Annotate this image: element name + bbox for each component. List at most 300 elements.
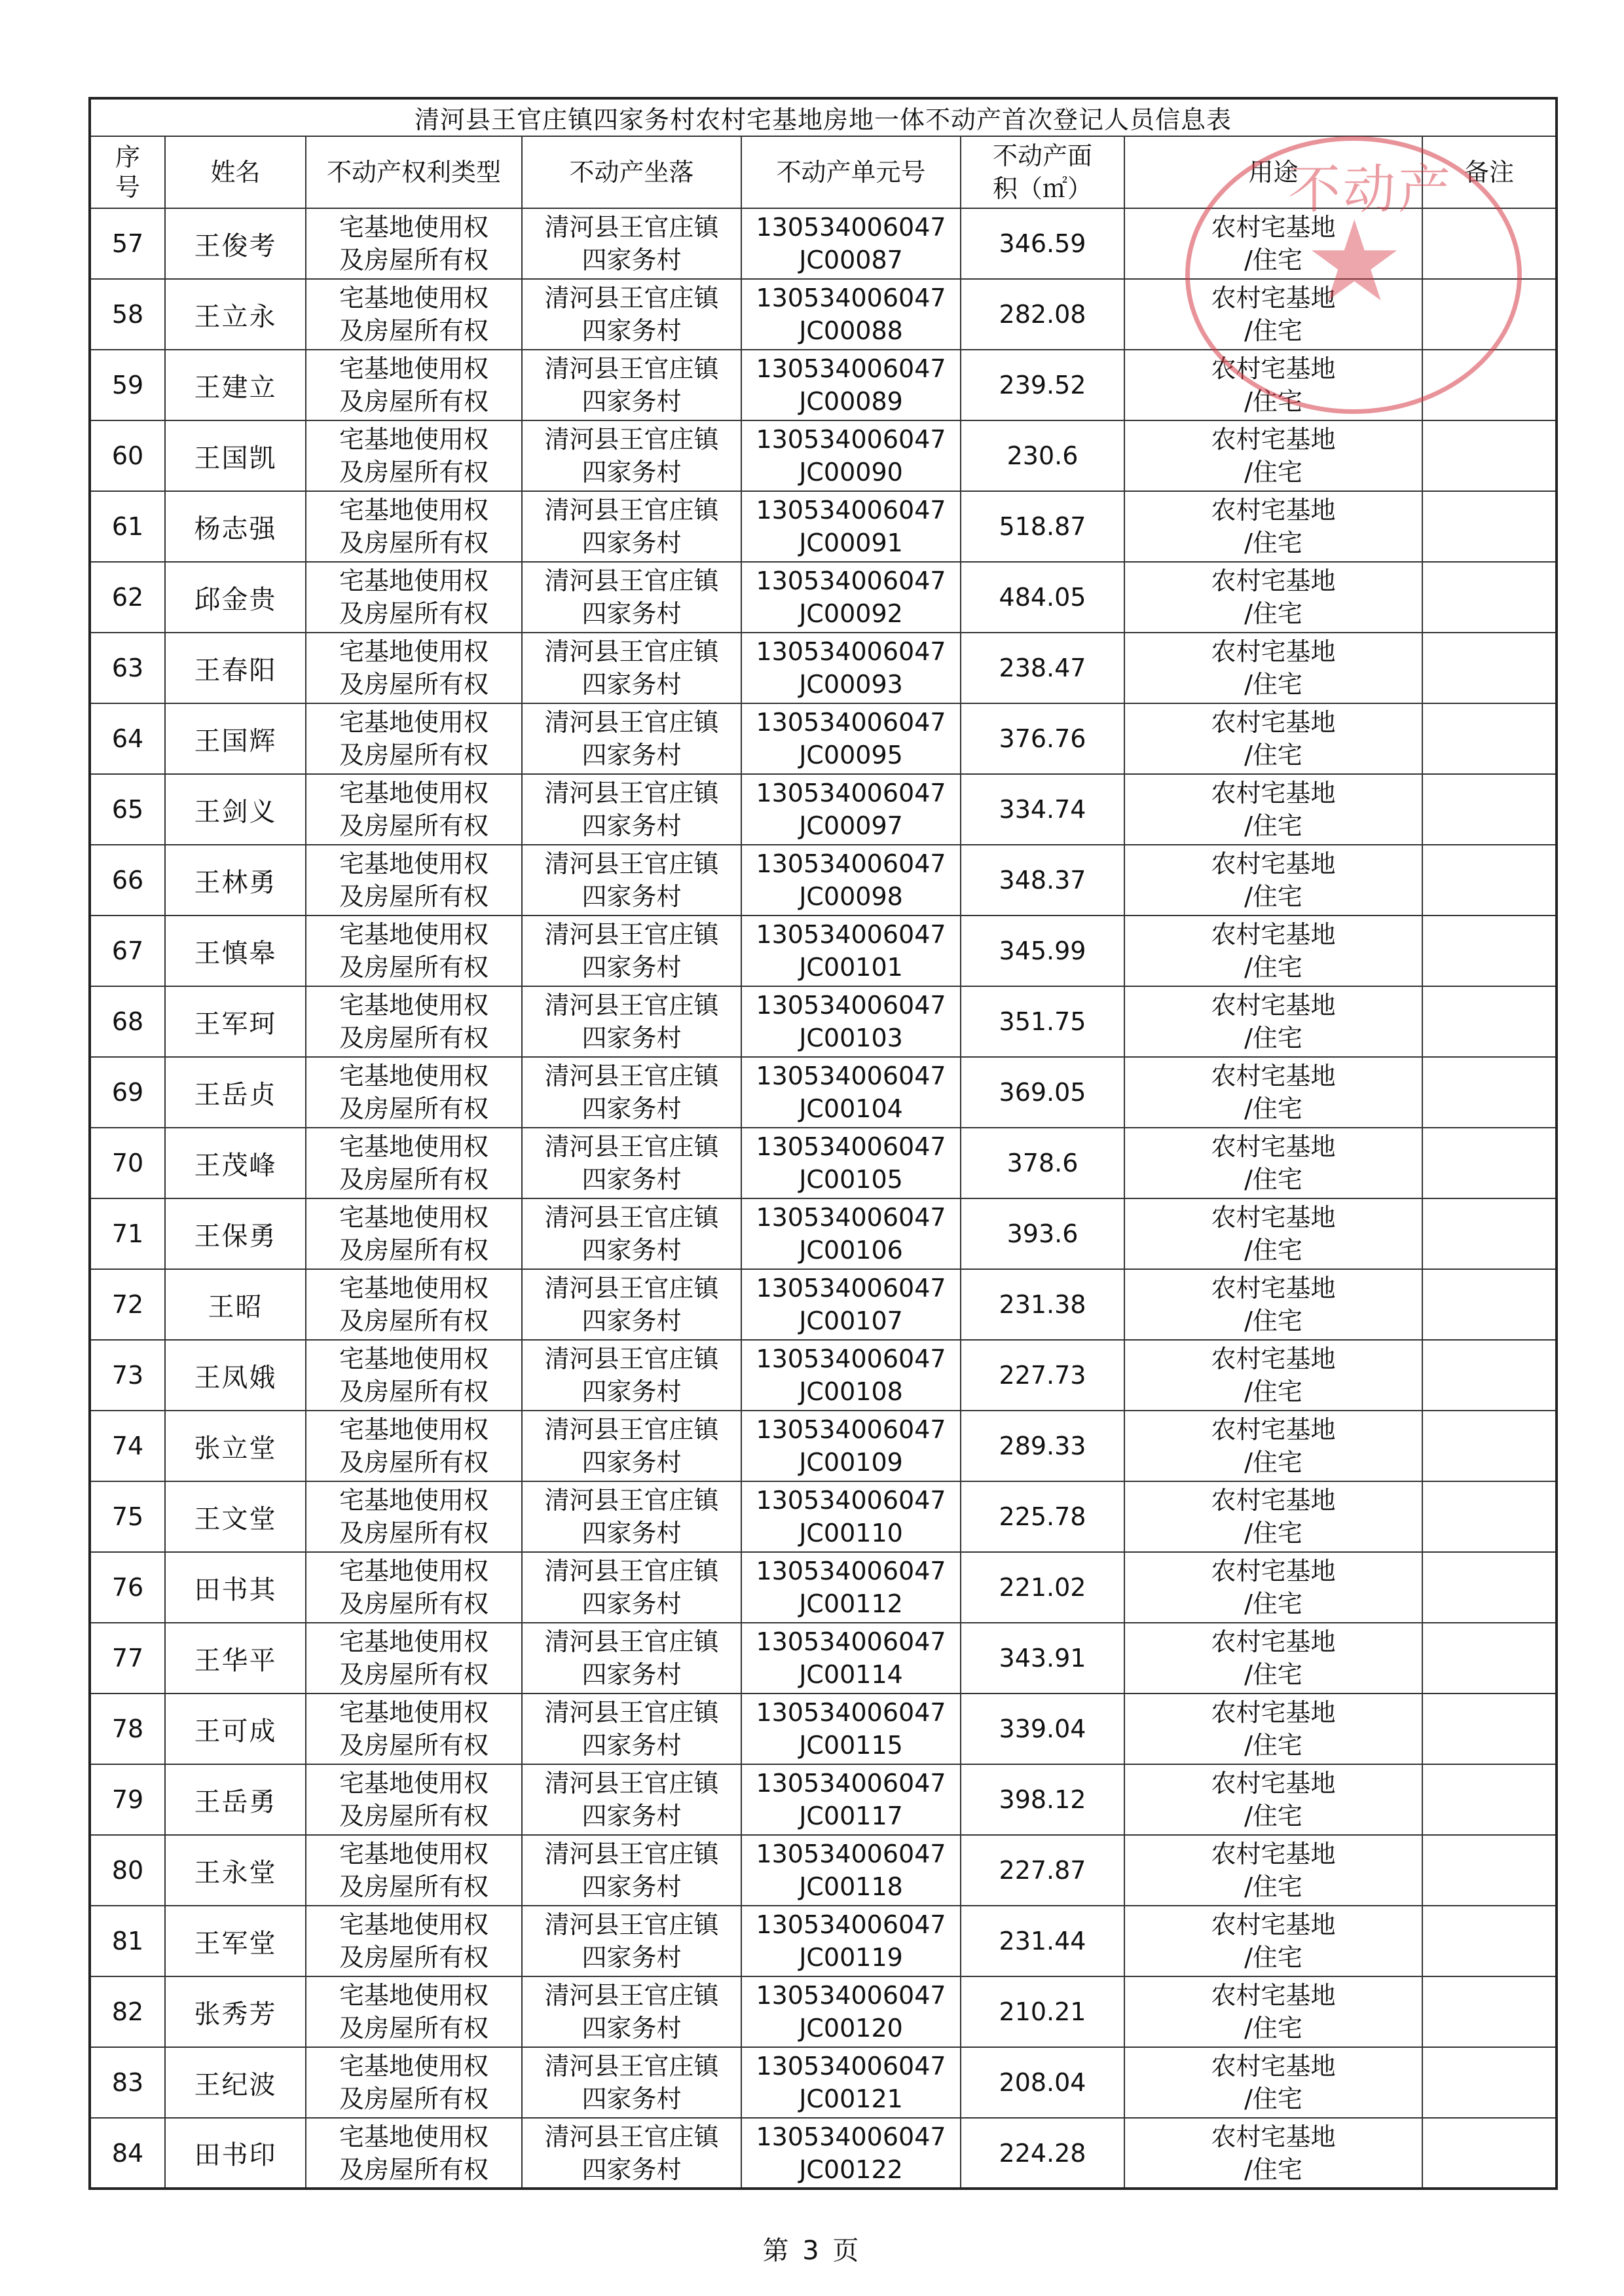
row-seq [90, 1764, 165, 1835]
row-seq-line: 81 [111, 1927, 144, 1955]
row-seq [90, 2118, 165, 2189]
row-unit-no [741, 916, 961, 986]
row-unit-no-line: 130534006047 [756, 2052, 946, 2081]
row-location-line: 清河县王官庄镇 [544, 779, 719, 807]
row-area [961, 986, 1124, 1057]
row-location-line: 四家务村 [581, 1306, 682, 1335]
row-unit-no-line: 130534006047 [756, 1486, 946, 1515]
row-name [165, 1835, 306, 1906]
row-unit-no-line: JC00114 [799, 1660, 903, 1689]
row-unit-no-line: JC00119 [799, 1943, 903, 1972]
row-area-line: 227.87 [999, 1856, 1086, 1885]
row-unit-no [741, 1340, 961, 1411]
registration-table [88, 97, 1558, 2190]
seal-text: 不动产 [1288, 159, 1453, 220]
row-location-line: 四家务村 [581, 1802, 682, 1830]
row-right-type [306, 1552, 522, 1623]
header-usage: 用途 [1124, 136, 1422, 208]
row-area-line: 378.6 [1006, 1149, 1079, 1177]
row-usage-line: 农村宅基地 [1211, 849, 1336, 878]
row-unit-no [741, 350, 961, 420]
row-unit-no-line: 130534006047 [756, 566, 946, 595]
row-seq-line: 64 [111, 724, 144, 753]
table-row [90, 562, 1557, 633]
row-unit-no [741, 1623, 961, 1694]
row-remark [1422, 1906, 1557, 1976]
row-unit-no-line: JC00095 [799, 741, 903, 769]
row-unit-no-line: JC00092 [799, 599, 903, 628]
table-row [90, 1764, 1557, 1835]
row-name [165, 1623, 306, 1694]
row-usage-line: /住宅 [1244, 316, 1302, 345]
row-right-type [306, 350, 522, 420]
row-usage-line: 农村宅基地 [1211, 1910, 1336, 1939]
row-right-type-line: 及房屋所有权 [339, 1802, 489, 1830]
row-location-line: 清河县王官庄镇 [544, 2122, 719, 2151]
row-area-line: 346.59 [999, 229, 1086, 258]
row-usage-line: /住宅 [1244, 2014, 1302, 2043]
row-usage [1124, 1552, 1422, 1623]
row-unit-no-line: JC00091 [799, 528, 903, 557]
row-usage [1124, 703, 1422, 774]
row-seq-line: 75 [111, 1502, 144, 1531]
row-seq-line: 82 [111, 1997, 144, 2026]
row-name-line: 王可成 [194, 1716, 277, 1747]
row-right-type-line: 宅基地使用权 [339, 354, 489, 383]
row-remark [1422, 1198, 1557, 1269]
row-location [522, 1835, 741, 1906]
row-location-line: 清河县王官庄镇 [544, 213, 719, 242]
row-right-type-line: 及房屋所有权 [339, 882, 489, 911]
row-right-type-line: 及房屋所有权 [339, 741, 489, 769]
row-usage-line: 农村宅基地 [1211, 354, 1336, 383]
row-usage-line: 农村宅基地 [1211, 1627, 1336, 1656]
row-right-type [306, 1694, 522, 1764]
row-location [522, 1198, 741, 1269]
row-unit-no-line: 130534006047 [756, 1910, 946, 1939]
row-right-type-line: 及房屋所有权 [339, 458, 489, 487]
row-name [165, 633, 306, 703]
row-area [961, 1906, 1124, 1976]
row-remark [1422, 279, 1557, 350]
row-unit-no [741, 1269, 961, 1340]
row-seq-line: 67 [111, 936, 144, 965]
row-name-line: 张立堂 [194, 1433, 277, 1464]
row-usage-line: 农村宅基地 [1211, 637, 1336, 666]
table-row [90, 1552, 1557, 1623]
row-seq-line: 70 [111, 1149, 144, 1177]
row-area [961, 1764, 1124, 1835]
row-unit-no-line: JC00089 [799, 387, 903, 416]
row-right-type [306, 1057, 522, 1128]
row-name [165, 1057, 306, 1128]
row-location [522, 986, 741, 1057]
row-seq [90, 2047, 165, 2118]
row-usage-line: 农村宅基地 [1211, 1344, 1336, 1373]
table-row [90, 703, 1557, 774]
row-unit-no-line: 130534006047 [756, 920, 946, 949]
row-usage-line: 农村宅基地 [1211, 1415, 1336, 1444]
row-location-line: 四家务村 [581, 1165, 682, 1194]
row-unit-no [741, 1976, 961, 2047]
row-area [961, 633, 1124, 703]
row-area [961, 1694, 1124, 1764]
row-name [165, 1198, 306, 1269]
row-right-type-line: 宅基地使用权 [339, 849, 489, 878]
row-unit-no [741, 279, 961, 350]
row-unit-no-line: 130534006047 [756, 496, 946, 525]
row-name-line: 王岳贞 [194, 1079, 277, 1110]
table-title: 清河县王官庄镇四家务村农村宅基地房地一体不动产首次登记人员信息表 [90, 98, 1557, 136]
row-unit-no-line: JC00097 [799, 811, 903, 840]
row-right-type-line: 及房屋所有权 [339, 1660, 489, 1689]
row-name-line: 王凤娥 [194, 1362, 277, 1393]
row-usage-line: 农村宅基地 [1211, 213, 1336, 242]
row-right-type-line: 宅基地使用权 [339, 1274, 489, 1303]
row-name [165, 1552, 306, 1623]
row-name [165, 1694, 306, 1764]
row-unit-no-line: 130534006047 [756, 708, 946, 737]
row-usage-line: 农村宅基地 [1211, 1062, 1336, 1090]
row-unit-no-line: 130534006047 [756, 637, 946, 666]
row-name-line: 邱金贵 [194, 584, 277, 615]
row-unit-no-line: JC00087 [799, 246, 903, 274]
row-unit-no-line: 130534006047 [756, 779, 946, 807]
row-right-type [306, 845, 522, 916]
row-usage [1124, 420, 1422, 491]
row-unit-no-line: 130534006047 [756, 1062, 946, 1090]
row-area [961, 1835, 1124, 1906]
row-location-line: 清河县王官庄镇 [544, 1203, 719, 1232]
row-area-line: 343.91 [999, 1644, 1086, 1673]
table-row [90, 1340, 1557, 1411]
row-remark [1422, 774, 1557, 845]
row-unit-no-line: 130534006047 [756, 991, 946, 1020]
row-area-line: 210.21 [999, 1997, 1086, 2026]
row-usage-line: /住宅 [1244, 2155, 1302, 2184]
row-right-type [306, 1481, 522, 1552]
row-location-line: 清河县王官庄镇 [544, 1910, 719, 1939]
page-number: 第 3 页 [762, 2236, 862, 2266]
row-usage [1124, 491, 1422, 562]
row-location-line: 四家务村 [581, 1024, 682, 1052]
row-unit-no-line: 130534006047 [756, 849, 946, 878]
row-area [961, 1552, 1124, 1623]
row-unit-no [741, 420, 961, 491]
row-location [522, 1269, 741, 1340]
row-unit-no-line: 130534006047 [756, 1840, 946, 1868]
row-remark [1422, 1269, 1557, 1340]
row-name [165, 350, 306, 420]
row-right-type-line: 宅基地使用权 [339, 1698, 489, 1727]
row-area-line: 238.47 [999, 654, 1086, 682]
row-usage [1124, 2047, 1422, 2118]
table-row [90, 1128, 1557, 1198]
row-location [522, 562, 741, 633]
row-usage [1124, 1906, 1422, 1976]
row-right-type-line: 及房屋所有权 [339, 1519, 489, 1547]
header-remark: 备注 [1422, 136, 1557, 208]
row-right-type-line: 宅基地使用权 [339, 637, 489, 666]
row-seq [90, 1057, 165, 1128]
row-right-type [306, 1128, 522, 1198]
row-location [522, 1128, 741, 1198]
row-seq-line: 65 [111, 795, 144, 824]
row-location [522, 491, 741, 562]
row-unit-no [741, 1057, 961, 1128]
row-usage [1124, 279, 1422, 350]
row-location-line: 四家务村 [581, 599, 682, 628]
row-name-line: 王永堂 [194, 1857, 277, 1888]
row-location-line: 四家务村 [581, 953, 682, 982]
row-usage-line: /住宅 [1244, 1519, 1302, 1547]
row-usage [1124, 916, 1422, 986]
row-right-type-line: 及房屋所有权 [339, 246, 489, 274]
row-unit-no-line: JC00110 [799, 1519, 903, 1547]
row-right-type-line: 宅基地使用权 [339, 1062, 489, 1090]
row-remark [1422, 350, 1557, 420]
row-location-line: 四家务村 [581, 1660, 682, 1689]
row-usage-line: 农村宅基地 [1211, 1486, 1336, 1515]
header-right-type: 不动产权利类型 [306, 136, 522, 208]
row-unit-no [741, 703, 961, 774]
row-area-line: 393.6 [1006, 1219, 1079, 1248]
row-area-line: 369.05 [999, 1078, 1086, 1107]
row-seq-line: 69 [111, 1078, 144, 1107]
row-location-line: 四家务村 [581, 811, 682, 840]
row-remark [1422, 845, 1557, 916]
row-name [165, 1906, 306, 1976]
row-area [961, 774, 1124, 845]
row-right-type-line: 及房屋所有权 [339, 528, 489, 557]
table-body [90, 197, 1557, 2189]
row-location-line: 清河县王官庄镇 [544, 1981, 719, 2010]
row-location [522, 1976, 741, 2047]
row-location-line: 清河县王官庄镇 [544, 1486, 719, 1515]
row-location-line: 清河县王官庄镇 [544, 1344, 719, 1373]
table-row [90, 2118, 1557, 2189]
row-location [522, 1481, 741, 1552]
row-usage-line: 农村宅基地 [1211, 566, 1336, 595]
row-right-type-line: 及房屋所有权 [339, 953, 489, 982]
row-area-line: 518.87 [999, 512, 1086, 541]
row-location-line: 四家务村 [581, 670, 682, 699]
header-seq: 序号 [90, 136, 165, 208]
row-right-type [306, 1269, 522, 1340]
row-right-type-line: 及房屋所有权 [339, 1094, 489, 1123]
row-usage-line: 农村宅基地 [1211, 708, 1336, 737]
row-name [165, 1411, 306, 1481]
row-usage-line: /住宅 [1244, 246, 1302, 274]
row-seq-line: 61 [111, 512, 144, 541]
table-row [90, 774, 1557, 845]
row-usage [1124, 208, 1422, 279]
row-right-type [306, 1976, 522, 2047]
row-name-line: 王保勇 [194, 1221, 277, 1251]
row-location-line: 四家务村 [581, 882, 682, 911]
row-name [165, 1764, 306, 1835]
row-seq [90, 420, 165, 491]
row-remark [1422, 1764, 1557, 1835]
row-right-type-line: 宅基地使用权 [339, 1486, 489, 1515]
row-remark [1422, 208, 1557, 279]
row-seq [90, 986, 165, 1057]
row-seq [90, 1976, 165, 2047]
row-name-line: 王华平 [194, 1645, 277, 1676]
row-unit-no-line: JC00090 [799, 458, 903, 487]
row-right-type-line: 及房屋所有权 [339, 1731, 489, 1760]
row-unit-no-line: 130534006047 [756, 1627, 946, 1656]
row-usage-line: 农村宅基地 [1211, 2122, 1336, 2151]
table-row [90, 633, 1557, 703]
row-location [522, 774, 741, 845]
table-row [90, 1694, 1557, 1764]
row-unit-no [741, 1764, 961, 1835]
row-seq-line: 63 [111, 654, 144, 682]
row-seq-line: 78 [111, 1714, 144, 1743]
row-right-type [306, 916, 522, 986]
row-location-line: 四家务村 [581, 1589, 682, 1618]
row-right-type [306, 986, 522, 1057]
row-usage-line: /住宅 [1244, 528, 1302, 557]
row-usage-line: 农村宅基地 [1211, 1698, 1336, 1727]
row-area-line: 484.05 [999, 583, 1086, 612]
row-right-type-line: 宅基地使用权 [339, 1769, 489, 1798]
row-unit-no [741, 2047, 961, 2118]
row-location-line: 四家务村 [581, 1943, 682, 1972]
row-seq-line: 71 [111, 1219, 144, 1248]
row-name [165, 845, 306, 916]
row-seq [90, 1481, 165, 1552]
row-usage [1124, 1835, 1422, 1906]
row-seq [90, 562, 165, 633]
row-remark [1422, 1340, 1557, 1411]
row-name [165, 916, 306, 986]
row-usage [1124, 1128, 1422, 1198]
row-remark [1422, 986, 1557, 1057]
row-usage-line: /住宅 [1244, 1660, 1302, 1689]
row-seq [90, 1128, 165, 1198]
row-unit-no [741, 633, 961, 703]
row-name-line: 王昭 [208, 1291, 263, 1322]
row-seq-line: 83 [111, 2068, 144, 2097]
row-remark [1422, 420, 1557, 491]
row-seq-line: 84 [111, 2138, 144, 2168]
row-unit-no-line: JC00115 [799, 1731, 903, 1760]
row-right-type-line: 及房屋所有权 [339, 2155, 489, 2184]
row-usage [1124, 2118, 1422, 2189]
row-unit-no-line: JC00121 [799, 2084, 903, 2113]
row-right-type-line: 及房屋所有权 [339, 811, 489, 840]
row-usage [1124, 350, 1422, 420]
row-location-line: 清河县王官庄镇 [544, 920, 719, 949]
row-area [961, 1128, 1124, 1198]
row-name [165, 279, 306, 350]
row-name-line: 王俊考 [194, 231, 277, 261]
table-row [90, 279, 1557, 350]
row-usage-line: /住宅 [1244, 1306, 1302, 1335]
row-location-line: 四家务村 [581, 458, 682, 487]
row-unit-no-line: 130534006047 [756, 1698, 946, 1727]
header-location: 不动产坐落 [522, 136, 741, 208]
row-seq [90, 279, 165, 350]
row-location-line: 四家务村 [581, 316, 682, 345]
row-usage-line: 农村宅基地 [1211, 1557, 1336, 1585]
row-location-line: 四家务村 [581, 246, 682, 274]
row-unit-no-line: 130534006047 [756, 1132, 946, 1161]
row-right-type-line: 及房屋所有权 [339, 599, 489, 628]
row-location-line: 清河县王官庄镇 [544, 637, 719, 666]
row-location-line: 四家务村 [581, 2014, 682, 2043]
row-unit-no-line: 130534006047 [756, 1415, 946, 1444]
row-location-line: 四家务村 [581, 1236, 682, 1265]
row-location-line: 清河县王官庄镇 [544, 1062, 719, 1090]
row-name [165, 562, 306, 633]
row-location-line: 四家务村 [581, 1094, 682, 1123]
row-right-type [306, 1198, 522, 1269]
row-usage-line: /住宅 [1244, 1589, 1302, 1618]
row-location [522, 845, 741, 916]
row-unit-no-line: JC00098 [799, 882, 903, 911]
row-unit-no-line: 130534006047 [756, 1981, 946, 2010]
row-remark [1422, 1481, 1557, 1552]
row-right-type-line: 宅基地使用权 [339, 1627, 489, 1656]
row-seq [90, 350, 165, 420]
row-unit-no [741, 2118, 961, 2189]
row-right-type [306, 774, 522, 845]
row-usage-line: /住宅 [1244, 670, 1302, 699]
row-usage-line: 农村宅基地 [1211, 2052, 1336, 2081]
row-right-type [306, 2047, 522, 2118]
row-usage-line: 农村宅基地 [1211, 1769, 1336, 1798]
row-right-type [306, 491, 522, 562]
row-unit-no-line: JC00093 [799, 670, 903, 699]
row-seq [90, 1835, 165, 1906]
table-row [90, 845, 1557, 916]
row-unit-no-line: 130534006047 [756, 1203, 946, 1232]
row-remark [1422, 1411, 1557, 1481]
row-right-type-line: 及房屋所有权 [339, 1377, 489, 1406]
row-location-line: 清河县王官庄镇 [544, 1274, 719, 1303]
row-unit-no [741, 774, 961, 845]
row-unit-no-line: JC00103 [799, 1024, 903, 1052]
row-area-line: 348.37 [999, 866, 1086, 895]
row-usage-line: /住宅 [1244, 741, 1302, 769]
table-row [90, 1623, 1557, 1694]
row-remark [1422, 562, 1557, 633]
row-name-line: 王剑义 [194, 796, 277, 827]
row-right-type-line: 及房屋所有权 [339, 1943, 489, 1972]
row-area [961, 1198, 1124, 1269]
row-location-line: 四家务村 [581, 387, 682, 416]
row-area [961, 845, 1124, 916]
row-location [522, 1764, 741, 1835]
row-unit-no [741, 1835, 961, 1906]
row-right-type [306, 1340, 522, 1411]
row-area-line: 282.08 [999, 300, 1086, 329]
row-location-line: 四家务村 [581, 2084, 682, 2113]
row-seq-line: 72 [111, 1290, 144, 1319]
row-location [522, 2047, 741, 2118]
row-name-line: 张秀芳 [194, 1999, 277, 2029]
row-seq-line: 62 [111, 583, 144, 612]
row-location-line: 清河县王官庄镇 [544, 991, 719, 1020]
row-location [522, 916, 741, 986]
row-usage-line: 农村宅基地 [1211, 920, 1336, 949]
row-location-line: 四家务村 [581, 1448, 682, 1477]
row-name [165, 986, 306, 1057]
row-right-type-line: 及房屋所有权 [339, 1024, 489, 1052]
